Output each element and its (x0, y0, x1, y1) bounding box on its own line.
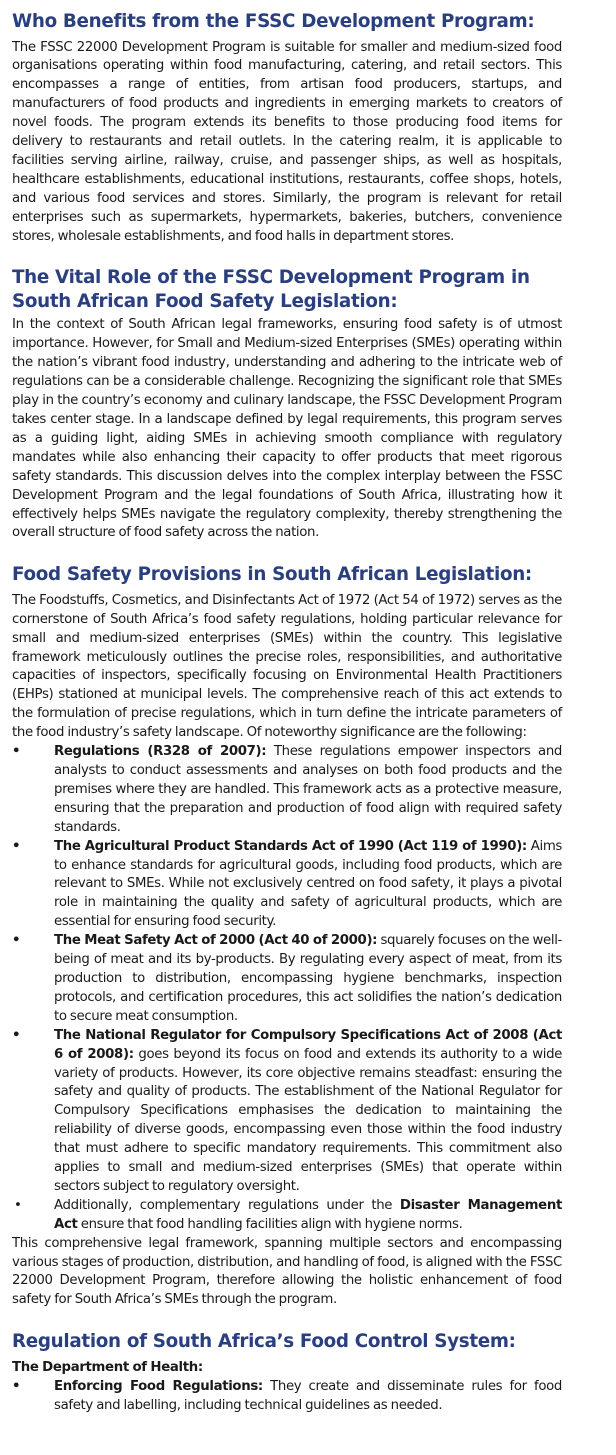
item-text: These regulations empower inspectors and analysts to conduct assessments and analyses on both food products and the premises where they are handled. This framework acts as a protective measure, ensuring that the preparation and production of food align with required safety standards. (54, 744, 562, 835)
section-who-benefits (12, 10, 562, 246)
section-food-control-system (12, 1330, 562, 1415)
section-heading: Who Benefits from the FSSC Development Program: (12, 11, 535, 32)
item-text: They create and disseminate rules for food safety and labelling, including technical guidelines as needed. (54, 1378, 562, 1413)
legislation-list (12, 743, 562, 1235)
list-item (12, 1027, 562, 1197)
item-text: goes beyond its focus on food and extends its authority to a wide variety of products. However, its core objective remains steadfast: ensuring the safety and quality of products. The establishment of the National Regulator for Compulsory Specifications emphasises the dedication to maintaining the reliability of diverse goods, encompassing even those within the food industry that must adhere to specific mandatory requirements. This commitment also applies to small and medium-sized enterprises (SMEs) that operate within sectors subject to regulatory oversight. (54, 1046, 562, 1194)
section-vital-role (12, 266, 562, 543)
bullet-icon: • (14, 1197, 22, 1213)
item-text: ensure that food handling facilities align with hygiene norms. (77, 1216, 463, 1232)
section-heading: The Vital Role of the FSSC Development Program in South African Food Safety Legislation: (12, 267, 530, 312)
list-item (12, 743, 562, 838)
item-title: The Agricultural Product Standards Act of 1990 (Act 119 of 1990): (54, 838, 527, 854)
subheading: The Department of Health: (12, 1359, 203, 1375)
list-item (12, 1378, 562, 1416)
item-text: Aims to enhance standards for agricultural goods, including food products, which are relevant to SMEs. While not exclusively centred on food safety, it plays a pivotal role in maintaining the quality and safety of agricultural products, which are essential for ensuring food security. (54, 838, 562, 930)
bullet-icon: • (12, 744, 21, 760)
list-item (12, 838, 562, 933)
section-body: In the context of South African legal frameworks, ensuring food safety is of utmost importance. However, for Small and Medium-sized Enterprises (SMEs) operating within the nation’s vibrant food industry, understanding and adhering to the intricate web of regulations can be a considerable challenge. Recognizing the significant role that SMEs play in the country’s economy and culinary landscape, the FSSC Development Program takes center stage. In a landscape defined by legal requirements, this program serves as a guiding light, aiding SMEs in achieving smooth compliance with regulatory mandates while also enhancing their capacity to offer products that meet rigorous safety standards. This discussion delves into the complex interplay between the FSSC Development Program and the legal foundations of South Africa, illustrating how it effectively helps SMEs navigate the regulatory complexity, thereby strengthening the overall structure of food safety across the nation. (12, 317, 562, 541)
list-item (12, 1197, 562, 1235)
item-title: Enforcing Food Regulations: (54, 1378, 263, 1394)
item-title: Regulations (R328 of 2007): (54, 744, 267, 760)
item-title: The Meat Safety Act of 2000 (Act 40 of 2000): (54, 933, 378, 949)
item-text: squarely focuses on the well-being of meat and its by-products. By regulating every aspect of meat, from its production to distribution, encompassing hygiene benchmarks, inspection protocols, and certification procedures, this act solidifies the nation’s dedication to secure meat consumption. (54, 933, 562, 1024)
department-duties-list (12, 1378, 562, 1416)
item-bold-text: Disaster Management Act (54, 1197, 562, 1232)
section-food-safety-provisions (12, 563, 562, 1310)
item-text: Additionally, complementary regulations under the (54, 1197, 400, 1213)
section-closing: This comprehensive legal framework, spanning multiple sectors and encompassing various stages of production, distribution, and handling of food, is aligned with the FSSC 22000 Development Program, therefore allowing the holistic enhancement of food safety for South Africa’s SMEs through the program. (12, 1235, 562, 1308)
section-heading: Food Safety Provisions in South African Legislation: (12, 564, 532, 586)
section-heading: Regulation of South Africa’s Food Control System: (12, 1331, 516, 1353)
bullet-icon: • (12, 1027, 21, 1043)
bullet-icon: • (12, 838, 21, 854)
section-intro: The Foodstuffs, Cosmetics, and Disinfectants Act of 1972 (Act 54 of 1972) serves as the cornerstone of South Africa’s food safety regulations, holding particular relevance for small and medium-sized enterprises (SMEs) within the country. This legislative framework meticulously outlines the precise roles, responsibilities, and authoritative capacities of inspectors, specifically focusing on Environmental Health Practitioners (EHPs) stationed at municipal levels. The comprehensive reach of this act extends to the formulation of precise regulations, which in turn define the intricate parameters of the food industry’s safety landscape. Of noteworthy significance are the following: (12, 592, 562, 741)
bullet-icon: • (12, 1378, 21, 1394)
bullet-icon: • (12, 933, 21, 949)
section-body: The FSSC 22000 Development Program is suitable for smaller and medium-sized food organisations operating within food manufacturing, catering, and retail sectors. This encompasses a range of entities, from artisan food producers, startups, and manufacturers of food products and ingredients in emerging markets to creators of novel foods. The program extends its benefits to those producing food items for delivery to restaurants and retail outlets. In the catering realm, it is applicable to facilities serving airline, railway, cruise, and passenger ships, as well as hospitals, healthcare establishments, educational institutions, restaurants, coffee shops, hotels, and various food services and stores. Similarly, the program is relevant for retail enterprises such as supermarkets, hypermarkets, bakeries, butchers, convenience stores, wholesale establishments, and food halls in department stores. (12, 39, 562, 244)
list-item (12, 932, 562, 1027)
item-title: The National Regulator for Compulsory Specifications Act of 2008 (Act 6 of 2008): (54, 1027, 562, 1062)
